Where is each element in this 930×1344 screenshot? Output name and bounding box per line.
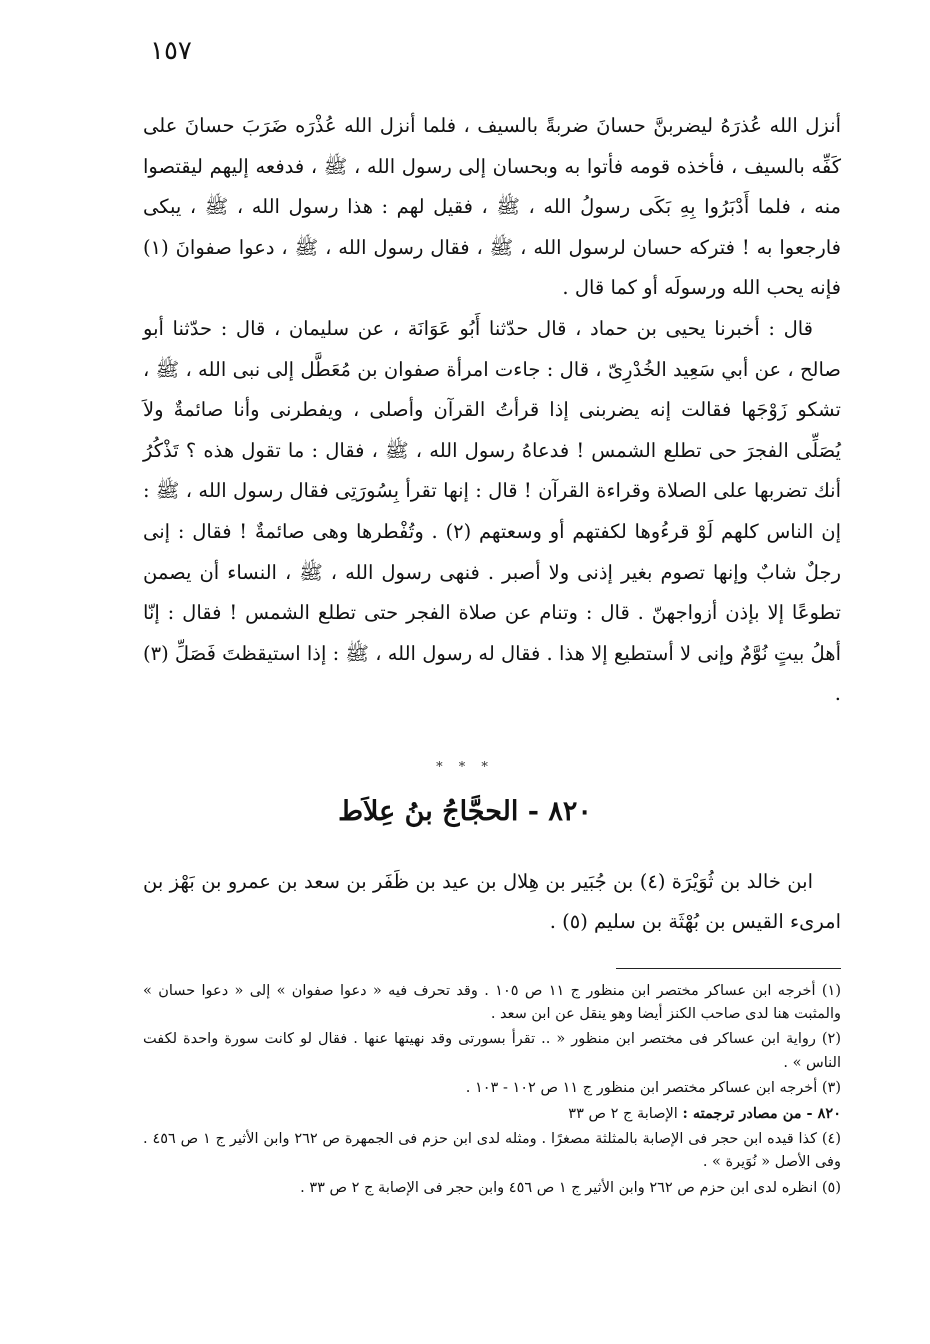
footnote: (٣) أخرجه ابن عساكر مختصر ابن منظور ج ١١ ص ١٠٢ - ١٠٣ . — [465, 1079, 841, 1096]
sources-label: ٨٢٠ - من مصادر ترجمته : — [682, 1105, 841, 1123]
sources-note — [143, 1102, 841, 1126]
footnote: (١) أخرجه ابن عساكر مختصر ابن منظور ج ١١ ص ١٠٥ . وقد تحرف فيه « دعوا صفوان » إلى « دعوا حسان » والمثبت هنا لدى صاحب الكنز أيضا وهو ينقل عن ابن سعد . — [143, 983, 841, 1023]
main-text — [143, 106, 841, 715]
footnote-divider — [616, 968, 841, 969]
section-separator: * * * — [436, 760, 494, 775]
footnote: (٢) رواية ابن عساكر فى مختصر ابن منظور « .. تقرأ بسورتى وقد نهيتها عنها . فقال لو كانت سورة واحدة لكفت الناس » . — [143, 1031, 841, 1071]
paragraph: أنزل الله عُذرَهُ ليضربنَّ حسانَ ضربةً بالسيف ، فلما أنزل الله عُذْرَه ضَرَبَ حسانَ على كَفِّه بالسيف ، فأخذه قومه فأتوا به وبحسان إلى رسول الله ، ﷺ ، فدفعه إليهم ليقتصوا منه ، فلما أَدْبَرُوا بِهِ بَكَى رسولُ الله ، ﷺ ، فقيل لهم : هذا رسول الله ، ﷺ ، يبكى فارجعوا به ! فتركه حسان لرسول الله ، ﷺ ، فقال رسول الله ، ﷺ ، دعوا صفوانَ (١) فإنه يحب الله ورسولَه أو كما قال . — [143, 114, 841, 300]
page-number: ١٥٧ — [150, 36, 192, 66]
footnote: (٥) انظره لدى ابن حزم ص ٢٦٢ وابن الأثير ج ١ ص ٤٥٦ وابن حجر فى الإصابة ج ٢ ص ٣٣ . — [300, 1179, 841, 1196]
sources-text: الإصابة ج ٢ ص ٣٣ — [568, 1106, 678, 1123]
entry-heading: ٨٢٠ - الحجَّاجُ بنُ عِلاَط — [338, 796, 592, 827]
footnote: (٤) كذا قيده ابن حجر فى الإصابة بالمثلثة مصغرًا . ومثله لدى ابن حزم فى الجمهرة ص ٢٦٢ وابن الأثير ج ١ ص ٤٥٦ . وفى الأصل « نُوَيرة » . — [143, 1131, 841, 1171]
paragraph: ابن خالد بن ثُوَيْرَة (٤) بن جُبَير بن هِلال بن عيد بن ظَفَر بن سعد بن عمرو بن بَهْز بن امرىء القيس بن بُهْثَة بن سليم (٥) . — [143, 870, 841, 933]
paragraph: قال : أخبرنا يحيى بن حماد ، قال حدّثنا أَبُو عَوَانَة ، عن سليمان ، قال : حدّثنا أبو صالح ، عن أبي سَعِيد الخُدْرِىّ ، قال : جاءت امرأة صفوان بن مُعَطَّل إلى نبى الله ، ﷺ ، تشكو زَوْجَها فقالت إنه يضربنى إذا قرأتُ القرآن وأصلى ، ويفطرنى وأنا صائمةٌ ولاَ يُصَلِّى الفجرَ حى تطلع الشمس ! فدعاهُ رسول الله ، ﷺ ، فقال : ما تقول هذه ؟ تَذْكُرُ أنك تضربها على الصلاة وقراءة القرآن ! قال : إنها تقرأ بِسُورَتِى فقال رسول الله ، ﷺ : إن الناس كلهم لَوْ قرءُوها لكفتهم أو وسعتهم (٢) . وتُفْطرها وهى صائمةٌ ! فقال : إنى رجلٌ شابٌ وإنها تصوم بغير إذنى ولا أصبر . فنهى رسول الله ، ﷺ ، النساء أن يصمن تطوعًا إلا بإذن أزواجهنّ . قال : وتنام عن صلاة الفجر حتى تطلع الشمس ! فقال : إنّا أهلُ بيتٍ نُوَّمٌ وإنى لا أستطيع إلا هذا . فقال له رسول الله ، ﷺ : إذا استيقظتَ فَصَلِّ (٣) . — [143, 316, 841, 706]
entry-lineage — [143, 862, 841, 942]
footnotes — [143, 980, 841, 1202]
